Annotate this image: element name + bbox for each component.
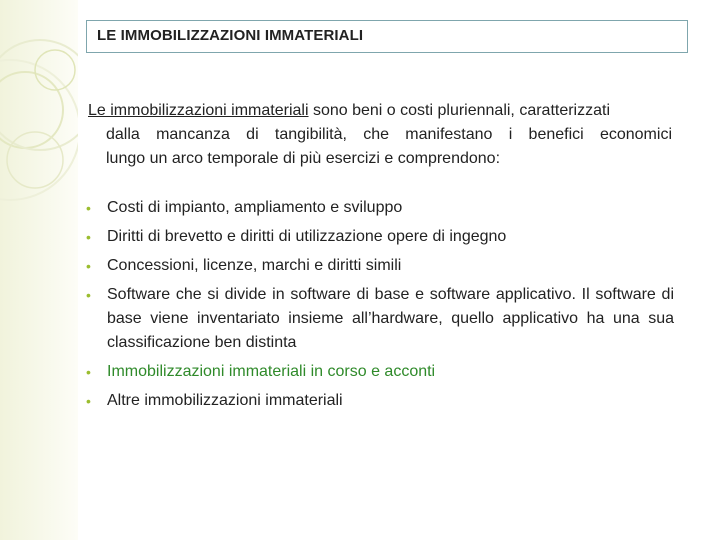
intro-line-3: lungo un arco temporale di più esercizi e comprendono:	[106, 150, 501, 167]
bullet-dot-icon: •	[86, 229, 91, 245]
decorative-circles	[0, 0, 78, 540]
intro-paragraph	[88, 99, 672, 171]
slide-title: LE IMMOBILIZZAZIONI IMMATERIALI	[97, 27, 364, 44]
intro-line1-rest: sono beni o costi pluriennali, caratterizzati	[308, 102, 611, 119]
intro-line-2: dalla mancanza di tangibilità, che manifestano i benefici economici	[106, 126, 672, 143]
list-item-text: Software che si divide in software di base e software applicativo. Il software di base viene inventariato insieme all’hardware, quello applicativo ha una sua classificazione ben distinta	[107, 286, 674, 351]
bullet-dot-icon: •	[86, 200, 91, 216]
intro-underlined: Le immobilizzazioni immateriali	[88, 102, 309, 119]
bullet-dot-icon: •	[86, 258, 91, 274]
intro-line-1	[88, 99, 672, 123]
bullet-dot-icon: •	[86, 287, 91, 303]
list-item	[86, 389, 674, 413]
list-item-text: Costi di impianto, ampliamento e sviluppo	[107, 199, 403, 216]
list-item	[86, 225, 674, 249]
list-item	[86, 254, 674, 278]
list-item-text: Altre immobilizzazioni immateriali	[107, 392, 343, 409]
bullet-dot-icon: •	[86, 364, 91, 380]
bullet-dot-icon: •	[86, 393, 91, 409]
list-item	[86, 360, 674, 384]
list-item-text: Concessioni, licenze, marchi e diritti simili	[107, 257, 402, 274]
bullet-list	[86, 196, 674, 413]
list-item	[86, 283, 674, 355]
title-box	[86, 20, 688, 53]
list-item-text: Immobilizzazioni immateriali in corso e acconti	[107, 363, 436, 380]
list-item	[86, 196, 674, 220]
decorative-sidebar	[0, 0, 78, 540]
list-item-text: Diritti di brevetto e diritti di utilizzazione opere di ingegno	[107, 228, 507, 245]
